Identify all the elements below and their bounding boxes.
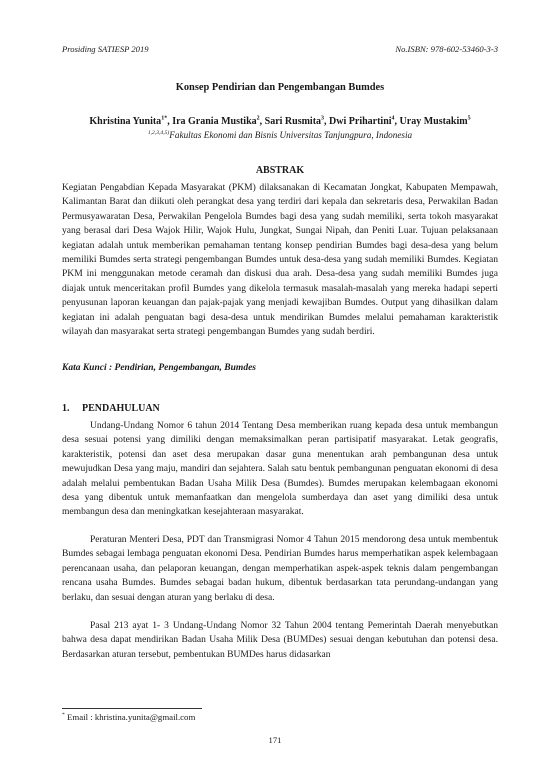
author-name: Uray Mustakim xyxy=(399,116,468,127)
author-name: Dwi Prihartini xyxy=(329,116,392,127)
abstract-text: Kegiatan Pengabdian Kepada Masyarakat (PKM) dilaksanakan di Kecamatan Jongkat, Kabupaten Mempawah, Kalimantan Barat dan diikuti oleh perangkat desa yang terdiri dari kepala dan sekretaris desa, Perwakilan Badan Permusyawaratan Desa, Perwakilan Pengelola Bumdes bagi desa yang sudah memiliki, serta tokoh masyarakat yang berasal dari Desa Wajok Hilir, Wajok Hulu, Jungkat, Sungai Nipah, dan Peniti Luar. Tujuan pelaksanaan kegiatan adalah untuk memberikan pemahaman tentang konsep pendirian Bumdes bagi desa-desa yang belum memiliki Bumdes serta strategi pengembangan Bumdes untuk desa-desa yang sudah memiliki Bumdes. Kegiatan PKM ini menggunakan metode ceramah dan diskusi dua arah. Desa-desa yang sudah memiliki Bumdes juga diajak untuk menceritakan profil Bumdes yang dikelola termasuk masalah-masalah yang mereka hadapi seperti penyusunan laporan keuangan dan pajak-pajak yang menjadi kewajiban Bumdes. Output yang dihasilkan dalam kegiatan ini adalah penguatan bagi desa-desa untuk mendirikan Bumdes melalui pemahaman karakteristik wilayah dan masyarakat serta strategi pengembangan Bumdes yang sudah berdiri. xyxy=(62,182,498,338)
author-list: Khristina Yunita$^{1*}$, Ira Grania Mustika$^2$, Sari Rusmita$^3$, Dwi Prihartini$^4$, Uray Mustakim$^5$ xyxy=(89,115,471,127)
author-name: Khristina Yunita xyxy=(89,116,162,127)
abstract-heading: ABSTRAK xyxy=(255,165,305,176)
author-affil-mark: 2 xyxy=(256,115,260,122)
affiliation-mark: 1,2,3,4,5) xyxy=(147,129,170,136)
section-number: 1. xyxy=(62,403,70,414)
section-title: PENDAHULUAN xyxy=(82,403,160,414)
author-affil-mark: 3 xyxy=(321,115,325,122)
proceedings-name: Prosiding SATIESP 2019 xyxy=(62,44,149,54)
author-name: Sari Rusmita xyxy=(264,116,322,127)
running-header xyxy=(62,44,498,58)
body-paragraph: Peraturan Menteri Desa, PDT dan Transmigrasi Nomor 4 Tahun 2015 mendorong desa untuk membentuk Bumdes sebagai lembaga penguatan ekonomi Desa. Pendirian Bumdes harus memperhatikan aspek kelembagaan perencanaan usaha, dan pelaporan keuangan, dengan memperhatikan aspek-aspek teknis dalam pengembangan rencana usaha Bumdes. Bumdes sebagai badan hukum, dibentuk berdasarkan tata perundang-undangan yang berlaku, dan sesuai dengan aturan yang berlaku di desa. xyxy=(62,534,498,603)
footnote-divider xyxy=(62,708,202,709)
footnote-email[interactable]: Email : khristina.yunita@gmail.com xyxy=(67,712,196,722)
paper-title: Konsep Pendirian dan Pengembangan Bumdes xyxy=(175,82,385,93)
keywords: Kata Kunci : Pendirian, Pengembangan, Bumdes xyxy=(62,363,256,373)
affiliation-text: Fakultas Ekonomi dan Bisnis Universitas Tanjungpura, Indonesia xyxy=(169,130,413,140)
author-affil-mark: 5 xyxy=(467,115,471,122)
author-affil-mark: 4 xyxy=(391,115,395,122)
footnote xyxy=(62,712,195,722)
body-paragraph: Undang-Undang Nomor 6 tahun 2014 Tentang Desa memberikan ruang kepada desa untuk membangun desa sesuai potensi yang dimiliki dengan memaksimalkan peran partisipatif masyarakat. Letak geografis, karakteristik, potensi dan aset desa merupakan dasar guna menentukan arah pembangunan desa untuk mewujudkan Desa yang maju, mandiri dan sejahtera. Salah satu bentuk pembangunan penguatan ekonomi di desa adalah melalui pembentukan Badan Usaha Milik Desa (Bumdes). Bumdes merupakan kelembagaan ekonomi desa yang dibentuk untuk memanfaatkan dan mengelola sumberdaya dan aset yang dimiliki desa untuk membangun desa dan meningkatkan kesejahteraan masyarakat. xyxy=(62,420,498,518)
footnote-mark: * xyxy=(62,712,65,719)
isbn-number: No.ISBN: 978-602-53460-3-3 xyxy=(395,44,498,54)
affiliation xyxy=(62,130,498,140)
body-paragraph: Pasal 213 ayat 1- 3 Undang-Undang Nomor 32 Tahun 2004 tentang Pemerintah Daerah menyebutkan bahwa desa dapat mendirikan Badan Usaha Milik Desa (BUMDes) sesuai dengan kebutuhan dan potensi desa. Berdasarkan aturan tersebut, pembentukan BUMDes harus didasarkan xyxy=(62,620,498,660)
section-heading xyxy=(62,403,160,414)
page-number: 171 xyxy=(268,735,282,745)
author-name: Ira Grania Mustika xyxy=(172,116,257,127)
author-affil-mark: 1* xyxy=(161,115,168,122)
